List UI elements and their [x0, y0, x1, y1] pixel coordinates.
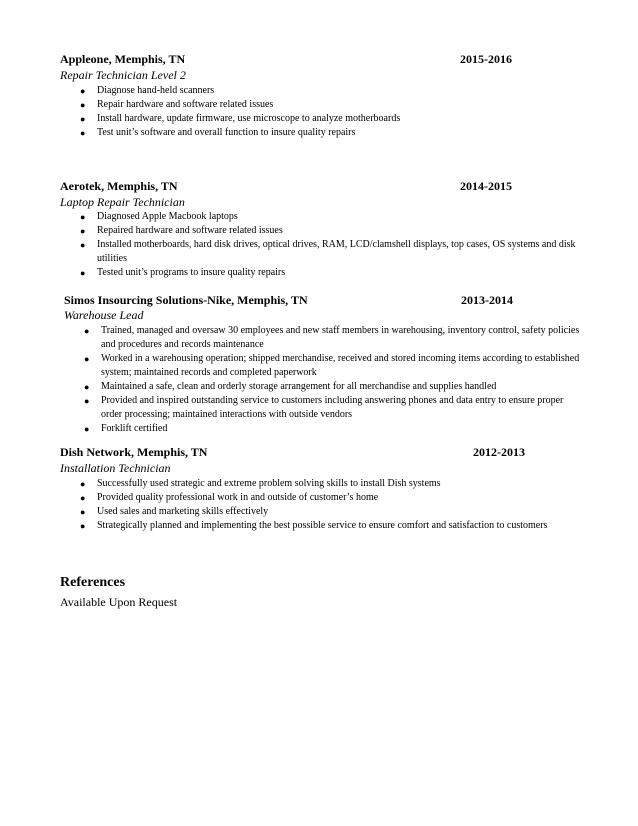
references-text: Available Upon Request	[60, 595, 178, 609]
bullet-text: Strategically planned and implementing the best possible service to ensure comfort and satisfaction to customers	[97, 520, 548, 531]
job-role: Warehouse Lead	[64, 308, 144, 322]
job-bullet-list	[82, 324, 584, 436]
bullet-text: Test unit’s software and overall function to insure quality repairs	[97, 127, 356, 138]
references-heading: References	[60, 575, 126, 590]
list-item	[82, 380, 584, 394]
bullet-text: Install hardware, update firmware, use microscope to analyze motherboards	[97, 113, 401, 124]
job-dates: 2015-2016	[460, 52, 512, 66]
bullet-dot-icon: ●	[80, 507, 86, 517]
list-item	[82, 352, 584, 380]
bullet-dot-icon: ●	[84, 326, 90, 336]
list-item	[78, 112, 578, 126]
bullet-text: Forklift certified	[101, 423, 168, 434]
list-item	[82, 324, 584, 352]
job-dates: 2013-2014	[461, 293, 513, 307]
job-role: Laptop Repair Technician	[60, 195, 185, 209]
list-item	[78, 238, 583, 266]
list-item	[78, 210, 583, 224]
job-role: Installation Technician	[60, 461, 171, 475]
list-item	[78, 98, 578, 112]
bullet-text: Provided and inspired outstanding service to customers including answering phones and data entry to ensure proper order processing; maintained interactions with outside vendors	[101, 395, 564, 420]
bullet-dot-icon: ●	[80, 240, 86, 250]
job-bullet-list	[78, 84, 578, 140]
bullet-dot-icon: ●	[80, 226, 86, 236]
bullet-dot-icon: ●	[80, 493, 86, 503]
bullet-text: Trained, managed and oversaw 30 employees and new staff members in warehousing, inventory control, safety policies and procedures and records maintenance	[101, 325, 580, 350]
job-company: Appleone, Memphis, TN	[60, 52, 186, 66]
job-company: Aerotek, Memphis, TN	[60, 179, 178, 193]
bullet-dot-icon: ●	[80, 212, 86, 222]
job-dates: 2014-2015	[460, 179, 512, 193]
list-item	[82, 394, 584, 422]
job-bullet-list	[78, 477, 578, 533]
bullet-dot-icon: ●	[80, 128, 86, 138]
job-dates: 2012-2013	[473, 445, 525, 459]
bullet-text: Successfully used strategic and extreme problem solving skills to install Dish systems	[97, 478, 441, 489]
bullet-text: Diagnose hand-held scanners	[97, 85, 215, 96]
bullet-dot-icon: ●	[80, 268, 86, 278]
list-item	[78, 266, 583, 280]
bullet-text: Provided quality professional work in and outside of customer’s home	[97, 492, 379, 503]
list-item	[78, 505, 578, 519]
bullet-text: Used sales and marketing skills effectively	[97, 506, 269, 517]
bullet-text: Worked in a warehousing operation; shipped merchandise, received and stored incoming items according to established system; maintained records and completed paperwork	[101, 353, 580, 378]
list-item	[78, 84, 578, 98]
list-item	[78, 477, 578, 491]
bullet-text: Installed motherboards, hard disk drives, optical drives, RAM, LCD/clamshell displays, top cases, OS systems and disk utilities	[97, 239, 576, 264]
job-company: Dish Network, Memphis, TN	[60, 445, 208, 459]
bullet-dot-icon: ●	[80, 86, 86, 96]
job-role: Repair Technician Level 2	[60, 68, 186, 82]
bullet-text: Repaired hardware and software related issues	[97, 225, 283, 236]
list-item	[78, 224, 583, 238]
list-item	[78, 491, 578, 505]
bullet-dot-icon: ●	[84, 396, 90, 406]
bullet-dot-icon: ●	[84, 424, 90, 434]
job-bullet-list	[78, 210, 583, 280]
bullet-dot-icon: ●	[80, 521, 86, 531]
bullet-dot-icon: ●	[80, 100, 86, 110]
bullet-dot-icon: ●	[84, 354, 90, 364]
job-company: Simos Insourcing Solutions-Nike, Memphis, TN	[64, 293, 308, 307]
list-item	[82, 422, 584, 436]
bullet-text: Diagnosed Apple Macbook laptops	[97, 211, 238, 222]
bullet-text: Maintained a safe, clean and orderly storage arrangement for all merchandise and supplies handled	[101, 381, 497, 392]
bullet-dot-icon: ●	[80, 114, 86, 124]
bullet-text: Repair hardware and software related issues	[97, 99, 274, 110]
bullet-text: Tested unit’s programs to insure quality repairs	[97, 267, 286, 278]
bullet-dot-icon: ●	[84, 382, 90, 392]
list-item	[78, 126, 578, 140]
list-item	[78, 519, 578, 533]
bullet-dot-icon: ●	[80, 479, 86, 489]
